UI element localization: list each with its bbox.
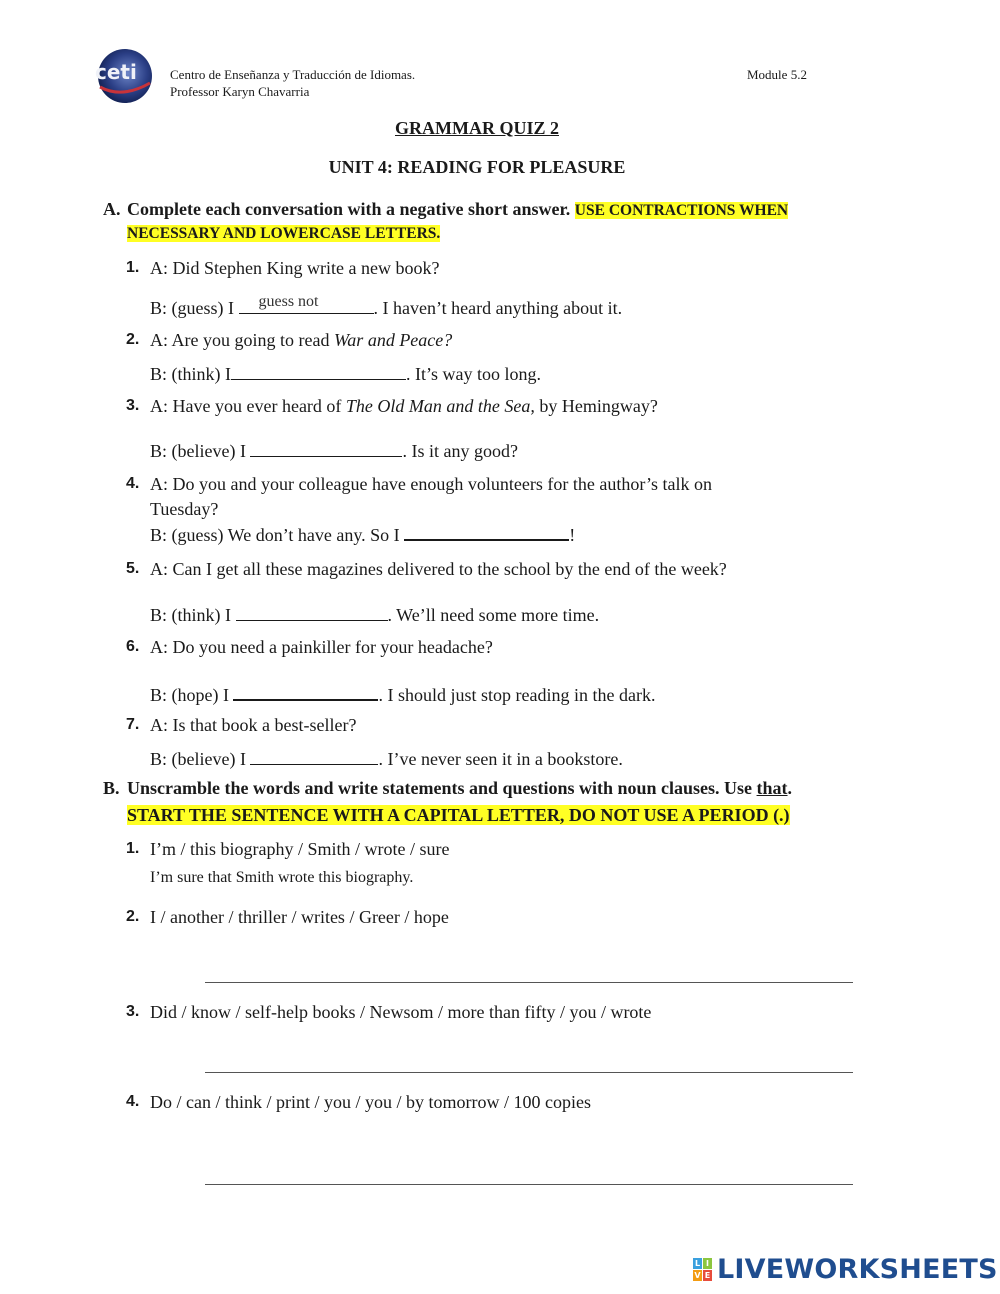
b3-answer-line[interactable] <box>205 1072 853 1073</box>
a2-response-post: . It’s way too long. <box>406 364 541 384</box>
b2-answer-line[interactable] <box>205 982 853 983</box>
a1-question: A: Did Stephen King write a new book? <box>150 258 440 278</box>
a4-response-post: ! <box>569 525 576 545</box>
a3-question-post: by Hemingway? <box>534 396 658 416</box>
a5-answer-field[interactable] <box>236 602 388 621</box>
a6-response-pre: B: (hope) I <box>150 685 234 705</box>
a5-response-pre: B: (think) I <box>150 605 236 625</box>
a3-number: 3. <box>126 397 140 414</box>
a3-response-post: . Is it any good? <box>402 441 518 461</box>
b4-answer-line[interactable] <box>205 1184 853 1185</box>
professor-name: Professor Karyn Chavarria <box>170 84 310 99</box>
section-a-highlight-line1: USE CONTRACTIONS WHEN <box>574 202 789 219</box>
a4-response <box>150 521 575 547</box>
a6-answer-field[interactable] <box>233 681 378 701</box>
b1-prompt: I’m / this biography / Smith / wrote / sure <box>150 839 450 859</box>
a3-response-pre: B: (believe) I <box>150 441 251 461</box>
a4-question-line1: A: Do you and your colleague have enough volunteers for the author’s talk on <box>150 474 713 494</box>
badge-letter-3: V <box>694 1271 701 1280</box>
a2-number: 2. <box>126 331 140 348</box>
a2-question-text: A: Are you going to read <box>150 330 334 350</box>
a7-response <box>150 746 623 771</box>
badge-letter-2: I <box>703 1258 712 1269</box>
section-b-instruction <box>127 776 792 800</box>
b4-number: 4. <box>126 1093 140 1110</box>
a7-question: A: Is that book a best-seller? <box>150 715 357 735</box>
a1-answer-value: guess not <box>258 293 319 310</box>
a6-question: A: Do you need a painkiller for your headache? <box>150 637 493 657</box>
liveworksheets-wordmark: LIVEWORKSHEETS <box>717 1254 998 1285</box>
a4-number: 4. <box>126 475 140 492</box>
a4-response-pre: B: (guess) We don’t have any. So I <box>150 525 405 545</box>
a5-number: 5. <box>126 560 140 577</box>
a2-response <box>150 361 541 386</box>
a7-response-pre: B: (believe) I <box>150 749 251 769</box>
a3-book-title: The Old Man and the Sea, <box>345 396 535 416</box>
a1-response <box>150 295 622 320</box>
module-label: Module 5.2 <box>747 67 807 82</box>
a1-response-pre: B: (guess) I <box>150 298 239 318</box>
a5-response-post: . We’ll need some more time. <box>387 605 600 625</box>
a5-question: A: Can I get all these magazines delivered to the school by the end of the week? <box>150 559 727 579</box>
section-a-letter: A. <box>103 199 121 219</box>
section-a-highlight-line2: NECESSARY AND LOWERCASE LETTERS. <box>127 225 441 242</box>
badge-letter-1: L <box>694 1259 701 1268</box>
b1-example-answer: I’m sure that Smith wrote this biography. <box>150 869 414 886</box>
ceti-logo <box>92 47 154 105</box>
a2-book-title: War and Peace? <box>333 330 453 350</box>
a7-number: 7. <box>126 716 140 733</box>
b4-prompt: Do / can / think / print / you / you / by tomorrow / 100 copies <box>150 1092 591 1112</box>
a2-response-pre: B: (think) I <box>150 364 231 384</box>
a1-number: 1. <box>126 259 140 276</box>
b2-prompt: I / another / thriller / writes / Greer / hope <box>150 907 449 927</box>
a6-response <box>150 681 655 707</box>
a6-response-post: . I should just stop reading in the dark. <box>378 685 656 705</box>
quiz-title: GRAMMAR QUIZ 2 <box>395 118 559 138</box>
a3-response <box>150 438 518 463</box>
a3-question <box>150 394 658 418</box>
section-b-letter: B. <box>103 778 120 798</box>
section-b-highlight: START THE SENTENCE WITH A CAPITAL LETTER, DO NOT USE A PERIOD (.) <box>127 805 790 825</box>
a6-number: 6. <box>126 638 140 655</box>
a3-question-text: A: Have you ever heard of <box>150 396 346 416</box>
b2-number: 2. <box>126 908 140 925</box>
a2-answer-field[interactable] <box>231 361 406 380</box>
a1-response-post: . I haven’t heard anything about it. <box>373 298 623 318</box>
a4-question-line2: Tuesday? <box>150 499 219 519</box>
a1-answer-field[interactable] <box>239 295 374 314</box>
a4-answer-field[interactable] <box>404 521 569 541</box>
b3-prompt: Did / know / self-help books / Newsom / more than fifty / you / wrote <box>150 1002 652 1022</box>
a7-answer-field[interactable] <box>250 746 378 765</box>
section-a-highlight <box>127 220 440 246</box>
a3-answer-field[interactable] <box>250 438 402 457</box>
section-b-instruction-text: Unscramble the words and write statements and questions with noun clauses. Use <box>127 778 757 798</box>
institution-name: Centro de Enseñanza y Traducción de Idiomas. <box>170 67 416 82</box>
section-b-keyword: that <box>756 778 788 798</box>
svg-text:ceti: ceti <box>95 60 137 84</box>
b1-number: 1. <box>126 840 140 857</box>
section-b-instruction-post: . <box>787 778 793 798</box>
b3-number: 3. <box>126 1003 140 1020</box>
a7-response-post: . I’ve never seen it in a bookstore. <box>378 749 623 769</box>
a2-question <box>150 328 452 352</box>
section-b-highlight-wrap <box>127 803 790 827</box>
section-a-instruction-text: Complete each conversation with a negative short answer. <box>127 199 571 219</box>
liveworksheets-badge-icon <box>693 1258 713 1282</box>
a5-response <box>150 602 599 627</box>
badge-letter-4: E <box>704 1271 711 1280</box>
unit-title: UNIT 4: READING FOR PLEASURE <box>328 157 626 177</box>
